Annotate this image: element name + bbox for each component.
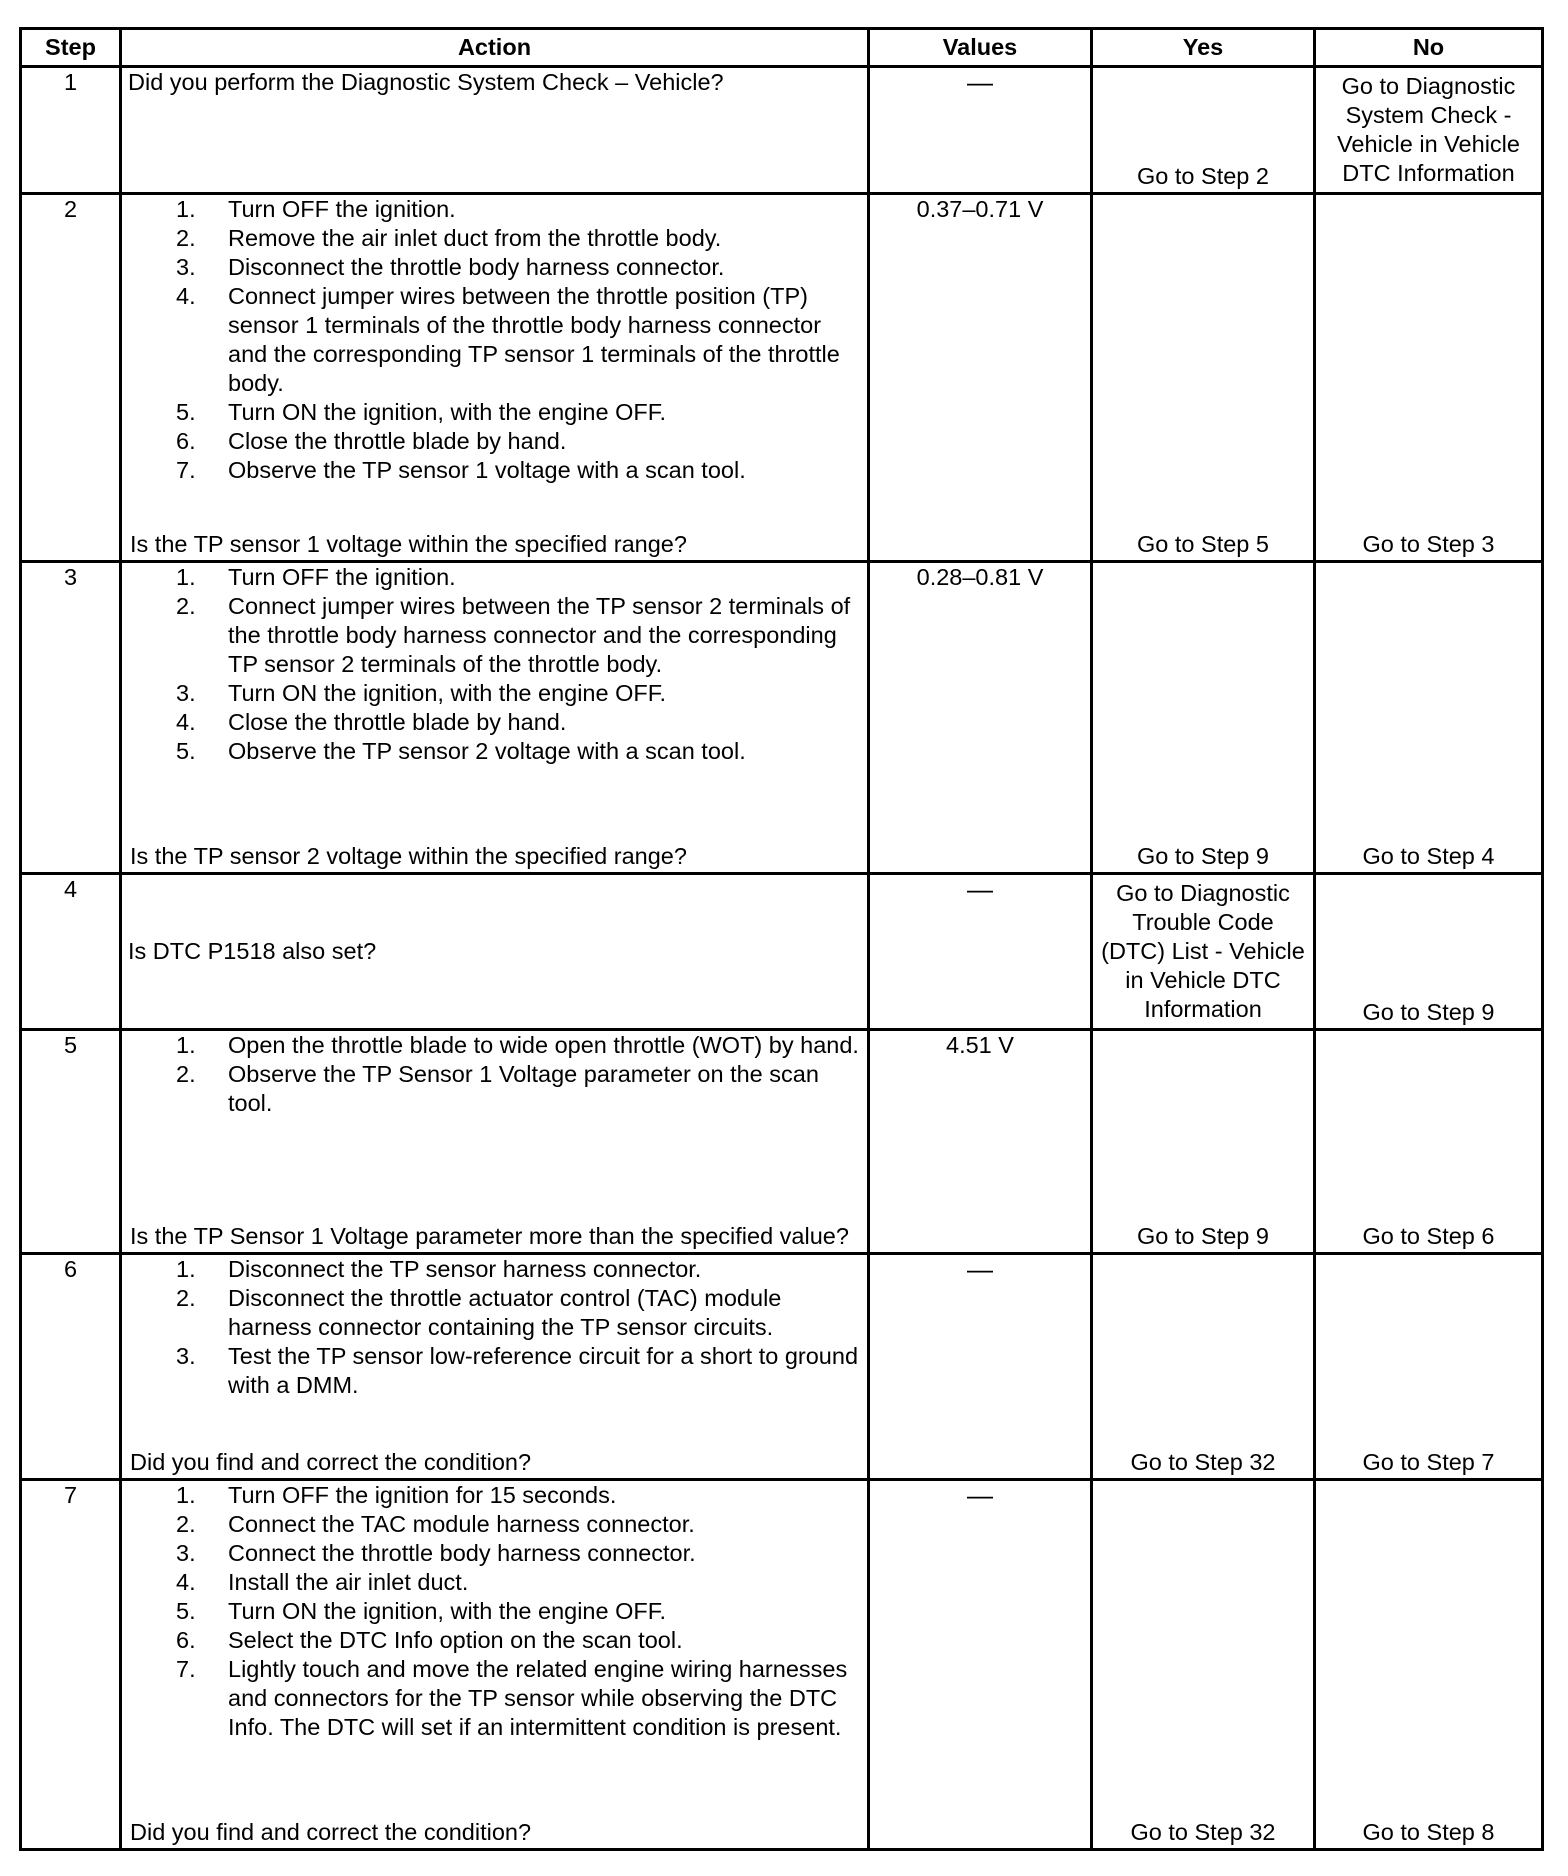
procedure-step-number: 3. xyxy=(176,1343,196,1369)
procedure-step xyxy=(128,1031,861,1060)
procedure-step-number: 5. xyxy=(176,1598,196,1624)
no-cell xyxy=(1315,67,1543,194)
no-action: Go to Step 8 xyxy=(1362,1819,1495,1845)
table-body xyxy=(21,67,1543,1850)
action-text: Did you perform the Diagnostic System Check – Vehicle? xyxy=(128,69,724,95)
step-number: 6 xyxy=(21,1254,121,1480)
procedure-step xyxy=(128,195,861,224)
procedure-step xyxy=(128,679,861,708)
procedure-step-number: 1. xyxy=(176,564,196,590)
value-cell xyxy=(869,194,1092,562)
header-values: Values xyxy=(869,29,1092,67)
no-cell xyxy=(1315,1254,1543,1480)
value-cell xyxy=(869,67,1092,194)
procedure-step xyxy=(128,1510,861,1539)
action-text: Is DTC P1518 also set? xyxy=(128,938,377,964)
action-cell xyxy=(121,874,869,1030)
procedure-step xyxy=(128,1481,861,1510)
spec-value: 0.37–0.71 V xyxy=(916,196,1044,222)
procedure-step-number: 7. xyxy=(176,457,196,483)
yes-action: Go to Diagnostic Trouble Code (DTC) List - Vehicle in Vehicle DTC Information xyxy=(1101,880,1305,1022)
procedure-step-number: 6. xyxy=(176,1627,196,1653)
yes-action: Go to Step 32 xyxy=(1130,1819,1276,1845)
procedure-step-number: 1. xyxy=(176,196,196,222)
action-question: Is the TP Sensor 1 Voltage parameter more than the specified value? xyxy=(130,1223,849,1249)
spec-value: — xyxy=(967,1480,993,1510)
procedure-step-text: Observe the TP sensor 1 voltage with a scan tool. xyxy=(228,457,746,483)
procedure-step-text: Connect jumper wires between the throttle position (TP) sensor 1 terminals of the throttle body harness connector and the corresponding TP sensor 1 terminals of the throttle body. xyxy=(228,283,840,396)
yes-cell xyxy=(1092,1254,1315,1480)
no-cell xyxy=(1315,874,1543,1030)
procedure-step-number: 5. xyxy=(176,399,196,425)
action-question: Did you find and correct the condition? xyxy=(130,1449,532,1475)
spec-value: — xyxy=(967,874,993,904)
procedure-step-number: 7. xyxy=(176,1656,196,1682)
procedure-step-text: Disconnect the throttle actuator control (TAC) module harness connector containing the TP sensor circuits. xyxy=(228,1285,782,1340)
procedure-step-text: Lightly touch and move the related engine wiring harnesses and connectors for the TP sensor while observing the DTC Info. The DTC will set if an intermittent condition is present. xyxy=(228,1656,848,1740)
action-cell xyxy=(121,67,869,194)
procedure-step-text: Connect jumper wires between the TP sensor 2 terminals of the throttle body harness connector and the corresponding TP sensor 2 terminals of the throttle body. xyxy=(228,593,851,677)
no-cell xyxy=(1315,562,1543,874)
procedure-step-number: 2. xyxy=(176,1511,196,1537)
no-action: Go to Step 3 xyxy=(1362,531,1495,557)
procedure-step xyxy=(128,592,861,679)
action-cell xyxy=(121,1254,869,1480)
procedure-step xyxy=(128,1255,861,1284)
procedure-step xyxy=(128,1626,861,1655)
action-cell xyxy=(121,562,869,874)
yes-action: Go to Step 9 xyxy=(1137,1223,1269,1249)
yes-action: Go to Step 2 xyxy=(1137,163,1269,189)
procedure-step-number: 3. xyxy=(176,680,196,706)
procedure-step-text: Install the air inlet duct. xyxy=(228,1569,469,1595)
diagnostic-table xyxy=(19,27,1544,1851)
yes-action: Go to Step 32 xyxy=(1130,1449,1276,1475)
table-row xyxy=(21,562,1543,874)
value-cell xyxy=(869,1030,1092,1254)
procedure-list xyxy=(128,563,861,766)
procedure-step xyxy=(128,1342,861,1400)
yes-action: Go to Step 5 xyxy=(1137,531,1269,557)
no-action: Go to Step 6 xyxy=(1362,1223,1495,1249)
spec-value: 0.28–0.81 V xyxy=(916,564,1044,590)
procedure-step xyxy=(128,563,861,592)
action-cell xyxy=(121,1030,869,1254)
value-cell xyxy=(869,562,1092,874)
table-row xyxy=(21,1480,1543,1850)
action-question: Is the TP sensor 2 voltage within the specified range? xyxy=(130,843,687,869)
spec-value: — xyxy=(967,67,993,97)
procedure-step xyxy=(128,1060,861,1118)
step-number: 3 xyxy=(21,562,121,874)
no-action: Go to Step 9 xyxy=(1362,999,1495,1025)
procedure-step xyxy=(128,708,861,737)
procedure-step-text: Test the TP sensor low-reference circuit for a short to ground with a DMM. xyxy=(228,1343,859,1398)
header-yes: Yes xyxy=(1092,29,1315,67)
procedure-list xyxy=(128,1255,861,1400)
no-cell xyxy=(1315,194,1543,562)
procedure-step-number: 1. xyxy=(176,1032,196,1058)
procedure-step xyxy=(128,224,861,253)
step-number: 4 xyxy=(21,874,121,1030)
value-cell xyxy=(869,1254,1092,1480)
no-action: Go to Step 4 xyxy=(1362,843,1495,869)
table-row xyxy=(21,874,1543,1030)
yes-cell xyxy=(1092,194,1315,562)
procedure-step-text: Observe the TP sensor 2 voltage with a scan tool. xyxy=(228,738,746,764)
procedure-step-text: Disconnect the TP sensor harness connector. xyxy=(228,1256,702,1282)
procedure-step-number: 6. xyxy=(176,428,196,454)
procedure-step-number: 5. xyxy=(176,738,196,764)
procedure-step xyxy=(128,398,861,427)
procedure-step xyxy=(128,1539,861,1568)
procedure-step-text: Turn OFF the ignition. xyxy=(228,564,456,590)
procedure-step xyxy=(128,427,861,456)
spec-value: 4.51 V xyxy=(946,1032,1014,1058)
header-no: No xyxy=(1315,29,1543,67)
no-cell xyxy=(1315,1480,1543,1850)
procedure-step-text: Turn OFF the ignition. xyxy=(228,196,456,222)
step-number: 5 xyxy=(21,1030,121,1254)
procedure-step-text: Turn OFF the ignition for 15 seconds. xyxy=(228,1482,617,1508)
procedure-step-number: 3. xyxy=(176,254,196,280)
no-action: Go to Diagnostic System Check - Vehicle in Vehicle DTC Information xyxy=(1337,73,1520,186)
no-action: Go to Step 7 xyxy=(1362,1449,1495,1475)
procedure-list xyxy=(128,1031,861,1118)
header-row xyxy=(21,29,1543,67)
procedure-step-number: 4. xyxy=(176,709,196,735)
procedure-list xyxy=(128,1481,861,1742)
yes-cell xyxy=(1092,1480,1315,1850)
procedure-step-text: Remove the air inlet duct from the throttle body. xyxy=(228,225,722,251)
procedure-step-number: 4. xyxy=(176,1569,196,1595)
action-cell xyxy=(121,1480,869,1850)
procedure-step xyxy=(128,456,861,485)
step-number: 2 xyxy=(21,194,121,562)
step-number: 1 xyxy=(21,67,121,194)
procedure-step xyxy=(128,1568,861,1597)
value-cell xyxy=(869,1480,1092,1850)
procedure-step-number: 1. xyxy=(176,1256,196,1282)
procedure-step-number: 2. xyxy=(176,1285,196,1311)
yes-cell xyxy=(1092,1030,1315,1254)
action-question: Did you find and correct the condition? xyxy=(130,1819,532,1845)
procedure-step-text: Select the DTC Info option on the scan tool. xyxy=(228,1627,683,1653)
procedure-step-text: Connect the throttle body harness connector. xyxy=(228,1540,696,1566)
yes-cell xyxy=(1092,874,1315,1030)
procedure-step-number: 2. xyxy=(176,225,196,251)
procedure-step xyxy=(128,253,861,282)
procedure-step-text: Connect the TAC module harness connector. xyxy=(228,1511,695,1537)
procedure-step xyxy=(128,737,861,766)
procedure-step-number: 2. xyxy=(176,593,196,619)
yes-cell xyxy=(1092,562,1315,874)
procedure-step-text: Turn ON the ignition, with the engine OFF. xyxy=(228,1598,667,1624)
procedure-step-text: Turn ON the ignition, with the engine OFF. xyxy=(228,680,667,706)
procedure-step-text: Disconnect the throttle body harness connector. xyxy=(228,254,725,280)
procedure-step xyxy=(128,1284,861,1342)
procedure-step-text: Observe the TP Sensor 1 Voltage parameter on the scan tool. xyxy=(228,1061,819,1116)
action-cell xyxy=(121,194,869,562)
step-number: 7 xyxy=(21,1480,121,1850)
table-row xyxy=(21,194,1543,562)
header-step: Step xyxy=(21,29,121,67)
procedure-step-number: 1. xyxy=(176,1482,196,1508)
yes-action: Go to Step 9 xyxy=(1137,843,1269,869)
procedure-step-text: Close the throttle blade by hand. xyxy=(228,428,567,454)
no-cell xyxy=(1315,1030,1543,1254)
procedure-step xyxy=(128,1597,861,1626)
procedure-step-text: Open the throttle blade to wide open throttle (WOT) by hand. xyxy=(228,1032,859,1058)
table-row xyxy=(21,67,1543,194)
procedure-step-number: 2. xyxy=(176,1061,196,1087)
procedure-step-text: Close the throttle blade by hand. xyxy=(228,709,567,735)
procedure-step-text: Turn ON the ignition, with the engine OFF. xyxy=(228,399,667,425)
action-question: Is the TP sensor 1 voltage within the specified range? xyxy=(130,531,687,557)
header-action: Action xyxy=(121,29,869,67)
procedure-step xyxy=(128,282,861,398)
table-row xyxy=(21,1030,1543,1254)
value-cell xyxy=(869,874,1092,1030)
procedure-list xyxy=(128,195,861,485)
table-row xyxy=(21,1254,1543,1480)
procedure-step-number: 4. xyxy=(176,283,196,309)
procedure-step xyxy=(128,1655,861,1742)
yes-cell xyxy=(1092,67,1315,194)
procedure-step-number: 3. xyxy=(176,1540,196,1566)
spec-value: — xyxy=(967,1254,993,1284)
